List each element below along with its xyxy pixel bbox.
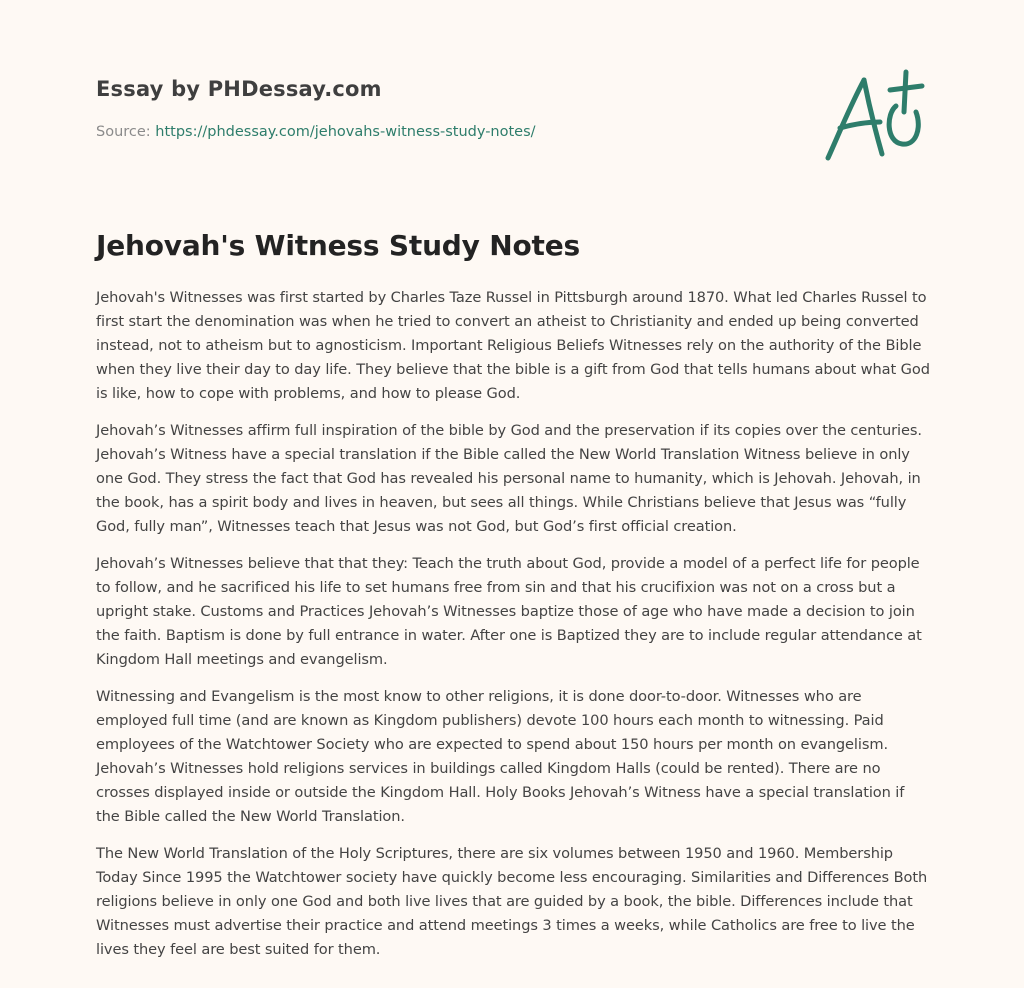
source-line (96, 122, 796, 142)
a-plus-logo-icon (820, 66, 930, 166)
paragraph: Jehovah’s Witnesses affirm full inspiration of the bible by God and the preservation if its copies over the centuries. Jehovah’s Witness have a special translation if the Bible called the New World Translation Witness believe in only one God. They stress the fact that God has revealed his personal name to humanity, which is Jehovah. Jehovah, in the book, has a spirit body and lives in heaven, but sees all things. While Christians believe that Jesus was “fully God, fully man”, Witnesses teach that Jesus was not God, but God’s first official creation. (96, 422, 922, 535)
paragraph: The New World Translation of the Holy Scriptures, there are six volumes between 1950 and 1960. Membership Today Since 1995 the Watchtower society have quickly become less encouraging. Similarities and Differences Both religions believe in only one God and both live lives that are guided by a book, the bible. Differences include that Witnesses must advertise their practice and attend meetings 3 times a weeks, while Catholics are free to live the lives they feel are best suited for them. (96, 845, 928, 958)
paragraph: Jehovah's Witnesses was first started by Charles Taze Russel in Pittsburgh around 1870. What led Charles Russel to first start the denomination was when he tried to convert an atheist to Christianity and ended up being converted instead, not to atheism but to agnosticism. Important Religious Beliefs Witnesses rely on the authority of the Bible when they live their day to day life. They believe that the bible is a gift from God that tells humans about what God is like, how to cope with problems, and how to please God. (96, 289, 930, 402)
article-body (96, 286, 932, 975)
source-link[interactable]: https://phdessay.com/jehovahs-witness-study-notes/ (155, 124, 536, 140)
article-title: Jehovah's Witness Study Notes (96, 229, 580, 262)
paragraph: Witnessing and Evangelism is the most know to other religions, it is done door-to-door. Witnesses who are employed full time (and are known as Kingdom publishers) devote 100 hours each month to witnessing. Paid employees of the Watchtower Society who are expected to spend about 150 hours per month on evangelism. Jehovah’s Witnesses hold religions services in buildings called Kingdom Halls (could be rented). There are no crosses displayed inside or outside the Kingdom Hall. Holy Books Jehovah’s Witness have a special translation if the Bible called the New World Translation. (96, 688, 905, 825)
page-header (96, 74, 796, 142)
source-label: Source: (96, 124, 156, 140)
paragraph: Jehovah’s Witnesses believe that that they: Teach the truth about God, provide a model of a perfect life for people to follow, and he sacrificed his life to set humans free from sin and that his crucifixion was not on a cross but a upright stake. Customs and Practices Jehovah’s Witnesses baptize those of age who have made a decision to join the faith. Baptism is done by full entrance in water. After one is Baptized they are to include regular attendance at Kingdom Hall meetings and evangelism. (96, 555, 922, 668)
brand-title: Essay by PHDessay.com (96, 77, 382, 101)
